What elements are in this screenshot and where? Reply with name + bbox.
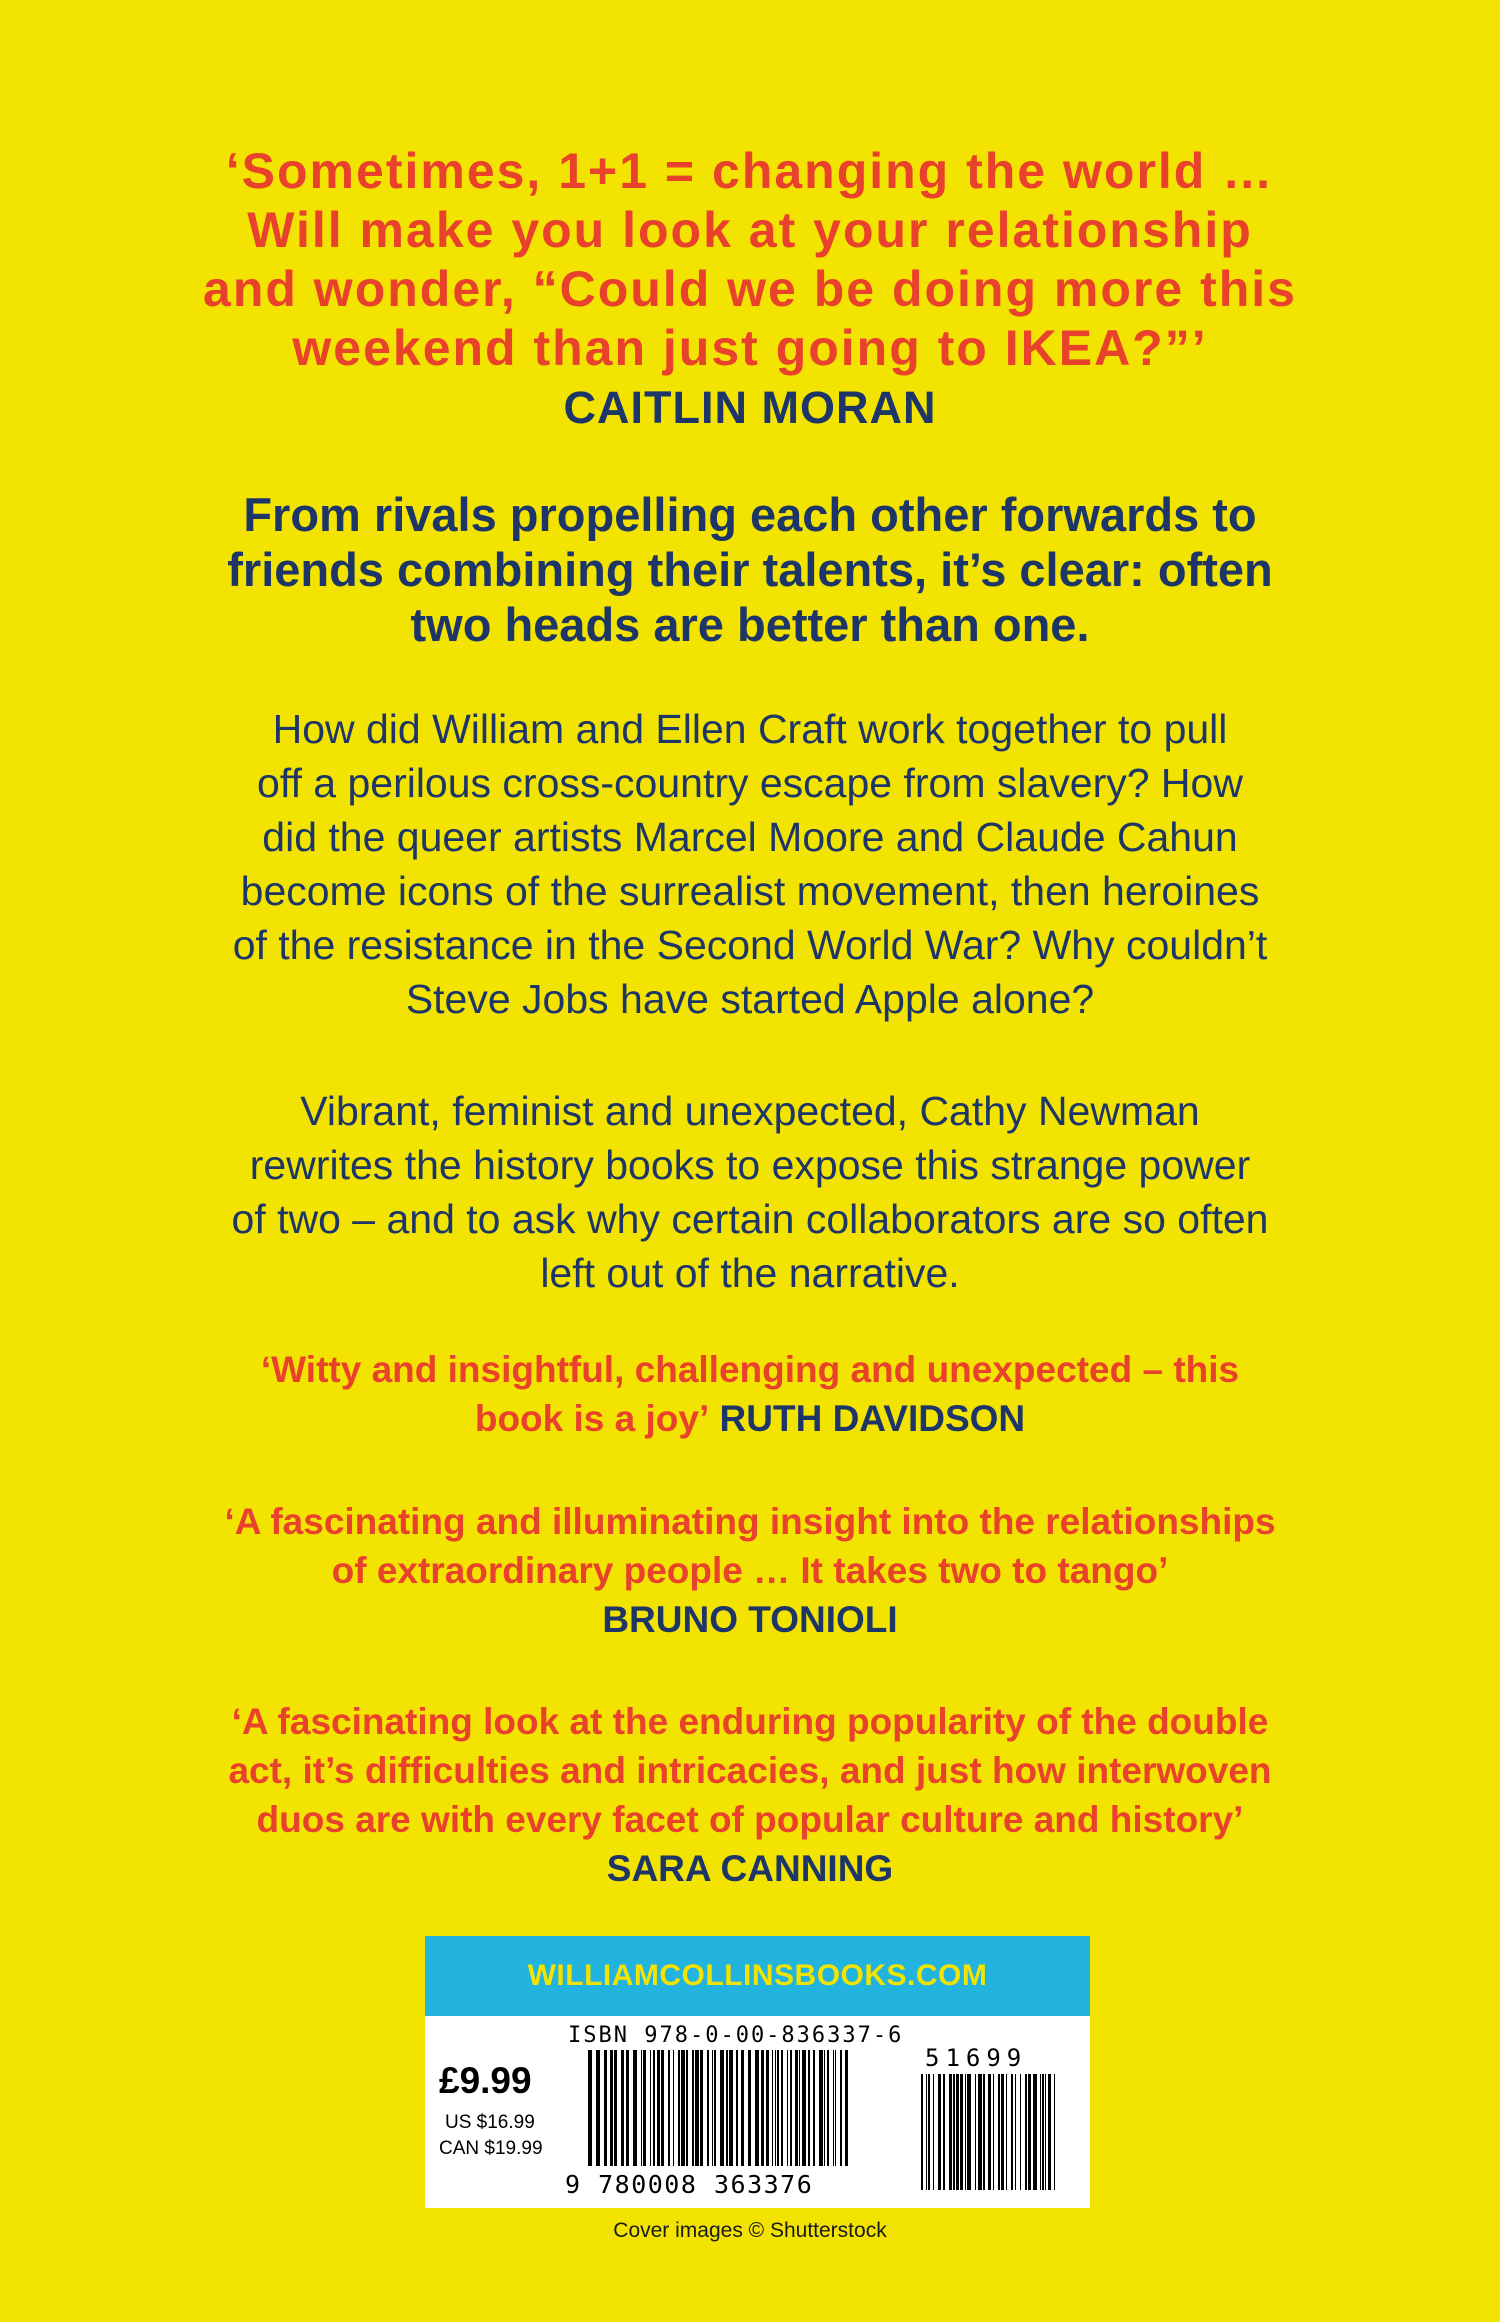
quote-line: Will make you look at your relationship xyxy=(247,202,1253,258)
barcode-bar xyxy=(975,2074,976,2190)
barcode-bar xyxy=(1045,2074,1046,2190)
barcode-bar xyxy=(790,2050,792,2166)
barcode-bar xyxy=(707,2050,709,2166)
barcode-bar xyxy=(1042,2074,1044,2190)
barcode-bar xyxy=(661,2050,664,2166)
barcode-bar xyxy=(729,2050,733,2166)
barcode-bar xyxy=(967,2074,971,2190)
lead-line: two heads are better than one. xyxy=(410,598,1090,651)
price-can: CAN $19.99 xyxy=(439,2138,543,2159)
quote-line: ‘Witty and insightful, challenging and unexpected – this xyxy=(260,1349,1240,1390)
barcode-bar xyxy=(978,2074,982,2190)
quote-attribution: CAITLIN MORAN xyxy=(563,382,937,433)
body-line: become icons of the surrealist movement, then heroines xyxy=(240,868,1260,914)
cover-image-credit: Cover images © Shutterstock xyxy=(613,2219,887,2242)
barcode-bar xyxy=(1054,2074,1055,2190)
barcode-bar xyxy=(692,2050,694,2166)
quote-line: weekend than just going to IKEA?”’ xyxy=(292,320,1208,376)
barcode-bar xyxy=(643,2050,646,2166)
ean-barcode xyxy=(588,2050,848,2166)
body-line: of two – and to ask why certain collaborators are so often xyxy=(231,1196,1269,1242)
barcode-bar xyxy=(998,2074,1000,2190)
barcode-bar xyxy=(833,2050,834,2166)
price-us: US $16.99 xyxy=(445,2112,535,2133)
barcode-bar xyxy=(695,2050,699,2166)
barcode-bar xyxy=(824,2050,825,2166)
body-paragraph-2 xyxy=(0,1084,1500,1300)
barcode-bar xyxy=(1028,2074,1031,2190)
barcode-bar xyxy=(845,2050,848,2166)
barcode-bar xyxy=(808,2050,810,2166)
quote-attribution: BRUNO TONIOLI xyxy=(602,1599,898,1640)
barcode-bar xyxy=(787,2050,788,2166)
barcode-bar xyxy=(650,2050,651,2166)
barcode-bar xyxy=(938,2074,941,2190)
barcode-bar xyxy=(700,2050,703,2166)
barcode-bar xyxy=(673,2050,674,2166)
body-paragraph-1 xyxy=(0,702,1500,1026)
barcode-bar xyxy=(933,2074,934,2190)
barcode-bar xyxy=(668,2050,670,2166)
isbn-label: ISBN 978-0-00-836337-6 xyxy=(568,2023,904,2048)
quote-sara-canning xyxy=(0,1697,1500,1893)
publisher-website: WILLIAMCOLLINSBOOKS.COM xyxy=(425,1936,1090,2016)
quote-line: of extraordinary people … It takes two to tango’ xyxy=(331,1550,1169,1591)
body-line: of the resistance in the Second World War? Why couldn’t xyxy=(232,922,1268,968)
barcode-bar xyxy=(953,2074,955,2190)
quote-line: ‘A fascinating look at the enduring popularity of the double xyxy=(231,1701,1269,1742)
barcode-bar xyxy=(921,2074,923,2190)
lead-line: From rivals propelling each other forwards to xyxy=(243,488,1257,541)
barcode-bar xyxy=(928,2074,930,2190)
barcode-panel xyxy=(425,1936,1090,2208)
barcode-bar xyxy=(588,2050,592,2166)
quote-attribution: SARA CANNING xyxy=(606,1848,894,1889)
barcode-bar xyxy=(766,2050,769,2166)
addon-barcode xyxy=(921,2074,1055,2190)
barcode-bar xyxy=(775,2050,776,2166)
barcode-bar xyxy=(835,2050,836,2166)
lead-paragraph xyxy=(0,487,1500,652)
quote-line: duos are with every facet of popular culture and history’ xyxy=(256,1799,1244,1840)
barcode-bar xyxy=(965,2074,966,2190)
quote-caitlin-moran xyxy=(0,142,1500,438)
quote-ruth-davidson xyxy=(0,1345,1500,1443)
barcode-bar xyxy=(748,2050,751,2166)
body-line: Steve Jobs have started Apple alone? xyxy=(405,976,1095,1022)
barcode-bar xyxy=(1048,2074,1051,2190)
barcode-bar xyxy=(626,2050,629,2166)
barcode-bar xyxy=(621,2050,624,2166)
body-line: left out of the narrative. xyxy=(540,1250,960,1296)
barcode-bar xyxy=(641,2050,642,2166)
barcode-bar xyxy=(1025,2074,1027,2190)
addon-digits: 51699 xyxy=(925,2044,1028,2072)
barcode-bar xyxy=(657,2050,660,2166)
quote-line: ‘A fascinating and illuminating insight into the relationships xyxy=(224,1501,1276,1542)
barcode-bar xyxy=(633,2050,637,2166)
barcode-bar xyxy=(772,2050,773,2166)
barcode-bar xyxy=(926,2074,927,2190)
barcode-bar xyxy=(1033,2074,1037,2190)
barcode-bar xyxy=(714,2050,716,2166)
body-line: did the queer artists Marcel Moore and Claude Cahun xyxy=(262,814,1238,860)
lead-line: friends combining their talents, it’s clear: often xyxy=(227,543,1273,596)
body-line: How did William and Ellen Craft work together to pull xyxy=(272,706,1228,752)
body-line: off a perilous cross-country escape from slavery? How xyxy=(257,760,1243,806)
barcode-bar xyxy=(741,2050,744,2166)
barcode-bar xyxy=(795,2050,798,2166)
barcode-bar xyxy=(813,2050,815,2166)
body-line: rewrites the history books to expose this strange power xyxy=(249,1142,1251,1188)
barcode-bar xyxy=(781,2050,783,2166)
barcode-bar xyxy=(802,2050,806,2166)
barcode-bar xyxy=(956,2074,959,2190)
body-line: Vibrant, feminist and unexpected, Cathy Newman xyxy=(300,1088,1200,1134)
barcode-bar xyxy=(993,2074,994,2190)
barcode-bar xyxy=(988,2074,991,2190)
barcode-bar xyxy=(726,2050,728,2166)
barcode-bar xyxy=(827,2050,829,2166)
barcode-bar xyxy=(720,2050,724,2166)
barcode-bar xyxy=(777,2050,779,2166)
quote-text: book is a joy’ xyxy=(474,1398,710,1439)
quote-line: act, it’s difficulties and intricacies, and just how interwoven xyxy=(228,1750,1272,1791)
barcode-bar xyxy=(653,2050,655,2166)
barcode-bar xyxy=(1006,2074,1007,2190)
quote-line-with-attribution xyxy=(0,1394,1500,1443)
barcode-bar xyxy=(761,2050,764,2166)
price-gbp: £9.99 xyxy=(439,2060,532,2101)
barcode-bar xyxy=(1001,2074,1004,2190)
barcode-bar xyxy=(983,2074,985,2190)
barcode-bar xyxy=(686,2050,688,2166)
barcode-bar xyxy=(1020,2074,1021,2190)
barcode-bar xyxy=(799,2050,800,2166)
quote-attribution: RUTH DAVIDSON xyxy=(719,1398,1026,1439)
barcode-bar xyxy=(681,2050,685,2166)
barcode-bar xyxy=(960,2074,963,2190)
barcode-bar xyxy=(614,2050,617,2166)
barcode-bar xyxy=(736,2050,738,2166)
barcode-bar xyxy=(610,2050,613,2166)
barcode-bar xyxy=(596,2050,600,2166)
barcode-bar xyxy=(604,2050,607,2166)
barcode-bar xyxy=(840,2050,842,2166)
barcode-bar xyxy=(1040,2074,1041,2190)
barcode-digits: 9 780008 363376 xyxy=(565,2170,814,2199)
barcode-bar xyxy=(1011,2074,1013,2190)
quote-bruno-tonioli xyxy=(0,1497,1500,1644)
barcode-bar xyxy=(755,2050,759,2166)
barcode-bar xyxy=(712,2050,713,2166)
barcode-bar xyxy=(819,2050,823,2166)
quote-line: ‘Sometimes, 1+1 = changing the world … xyxy=(225,143,1275,199)
quote-line: and wonder, “Could we be doing more this xyxy=(203,261,1297,317)
barcode-bar xyxy=(1015,2074,1016,2190)
barcode-bar xyxy=(949,2074,952,2190)
barcode-bar xyxy=(678,2050,680,2166)
barcode-bar xyxy=(943,2074,945,2190)
